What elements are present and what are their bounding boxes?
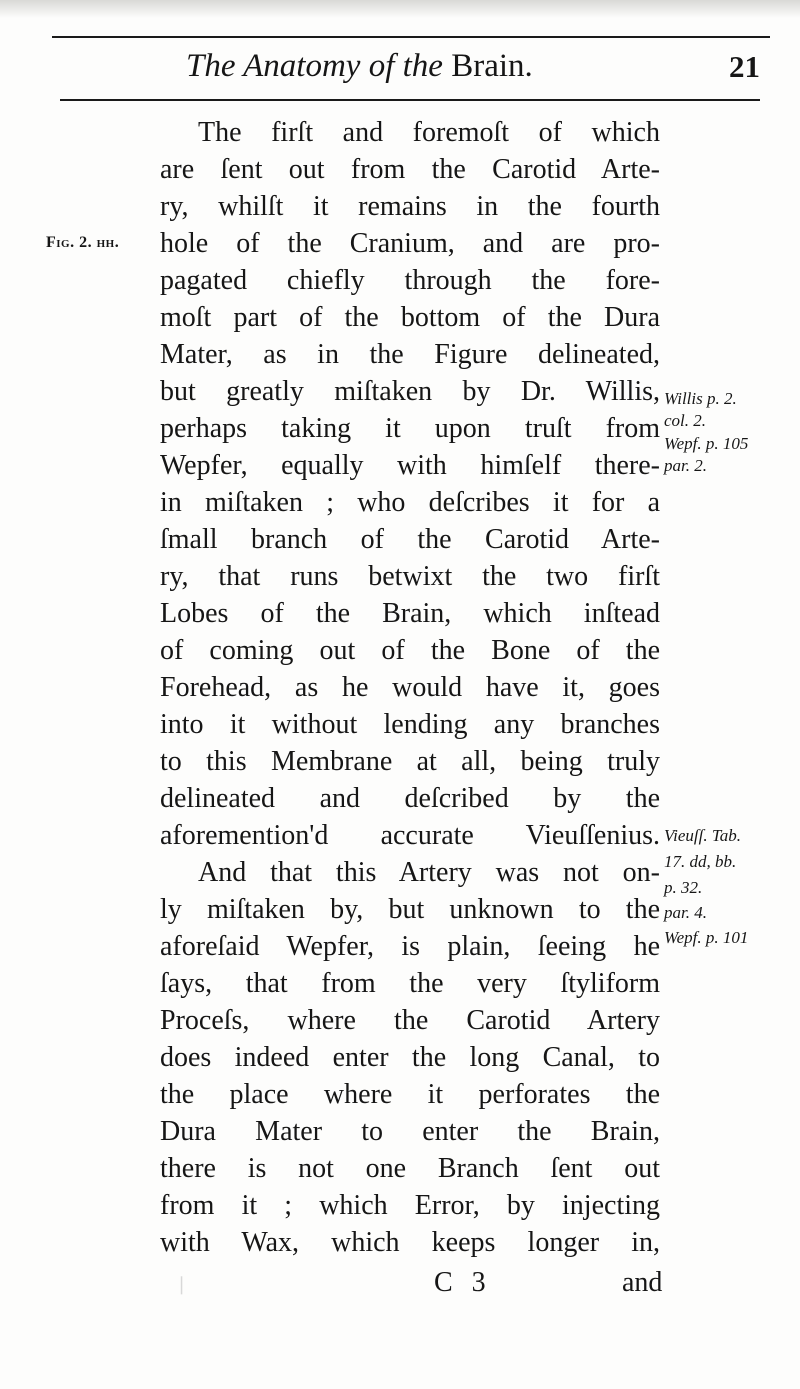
text-line: The firſt and foremoſt of which [198, 117, 660, 148]
header-rule-bottom [60, 99, 760, 101]
text-line: ry, whilſt it remains in the fourth [160, 191, 660, 222]
text-line: with Wax, which keeps longer in, [160, 1227, 660, 1258]
running-title-upright: Brain. [451, 48, 533, 84]
text-line: but greatly miſtaken by Dr. Willis, [160, 376, 660, 407]
text-line: aforeſaid Wepfer, is plain, ſeeing he [160, 931, 660, 962]
margin-note-vieussens-par: par. 4. [664, 903, 707, 922]
text-line: moſt part of the bottom of the Dura [160, 302, 660, 333]
margin-note-wepfer-par: par. 2. [664, 456, 707, 475]
text-line: of coming out of the Bone of the [160, 635, 660, 666]
text-line: ſmall branch of the Carotid Arte- [160, 524, 660, 555]
text-line: into it without lending any branches [160, 709, 660, 740]
margin-note-vieussens-tab: 17. dd, bb. [664, 852, 737, 871]
text-line: pagated chiefly through the fore- [160, 265, 660, 296]
text-line: hole of the Cranium, and are pro- [160, 228, 660, 259]
page-number: 21 [729, 49, 760, 84]
header-rule-top [52, 36, 770, 38]
text-line: Wepfer, equally with himſelf there- [160, 450, 660, 481]
text-line: ry, that runs betwixt the two firſt [160, 561, 660, 592]
page-edge-shadow [0, 0, 800, 18]
text-line: Forehead, as he would have it, goes [160, 672, 660, 703]
text-line: And that this Artery was not on- [198, 857, 660, 888]
text-line: ly miſtaken by, but unknown to the [160, 894, 660, 925]
running-title [186, 44, 533, 88]
text-line: Proceſs, where the Carotid Artery [160, 1005, 660, 1036]
ink-smudge-icon: ❘ [174, 1274, 190, 1294]
text-line: Lobes of the Brain, which inſtead [160, 598, 660, 629]
text-line: does indeed enter the long Canal, to [160, 1042, 660, 1073]
margin-note-vieussens: Vieuſſ. Tab. [664, 826, 741, 845]
margin-note-willis: Willis p. 2. [664, 389, 737, 408]
text-line: ſays, that from the very ſtyliform [160, 968, 660, 999]
margin-note-wepfer: Wepf. p. 105 [664, 434, 749, 453]
text-line: Mater, as in the Figure delineated, [160, 339, 660, 370]
catchword: and [622, 1267, 663, 1298]
text-line: the place where it perforates the [160, 1079, 660, 1110]
text-line: to this Membrane at all, being truly [160, 746, 660, 777]
text-line: delineated and deſcribed by the [160, 783, 660, 814]
running-title-italic: The Anatomy of the [186, 48, 443, 84]
text-line: Dura Mater to enter the Brain, [160, 1116, 660, 1147]
text-line: aforemention'd accurate Vieuſſenius. [160, 820, 660, 851]
text-line: from it ; which Error, by injecting [160, 1190, 660, 1221]
margin-note-willis-col: col. 2. [664, 411, 707, 430]
margin-note-wepfer-101: Wepf. p. 101 [664, 928, 749, 947]
margin-note-vieussens-page: p. 32. [664, 878, 703, 897]
text-line: are ſent out from the Carotid Arte- [160, 154, 660, 185]
signature-mark: C 3 [434, 1267, 492, 1298]
margin-note-figure: Fig. 2. hh. [46, 234, 120, 251]
body-text [160, 114, 660, 1261]
text-line: in miſtaken ; who deſcribes it for a [160, 487, 660, 518]
text-line: perhaps taking it upon truſt from [160, 413, 660, 444]
text-line: there is not one Branch ſent out [160, 1153, 660, 1184]
